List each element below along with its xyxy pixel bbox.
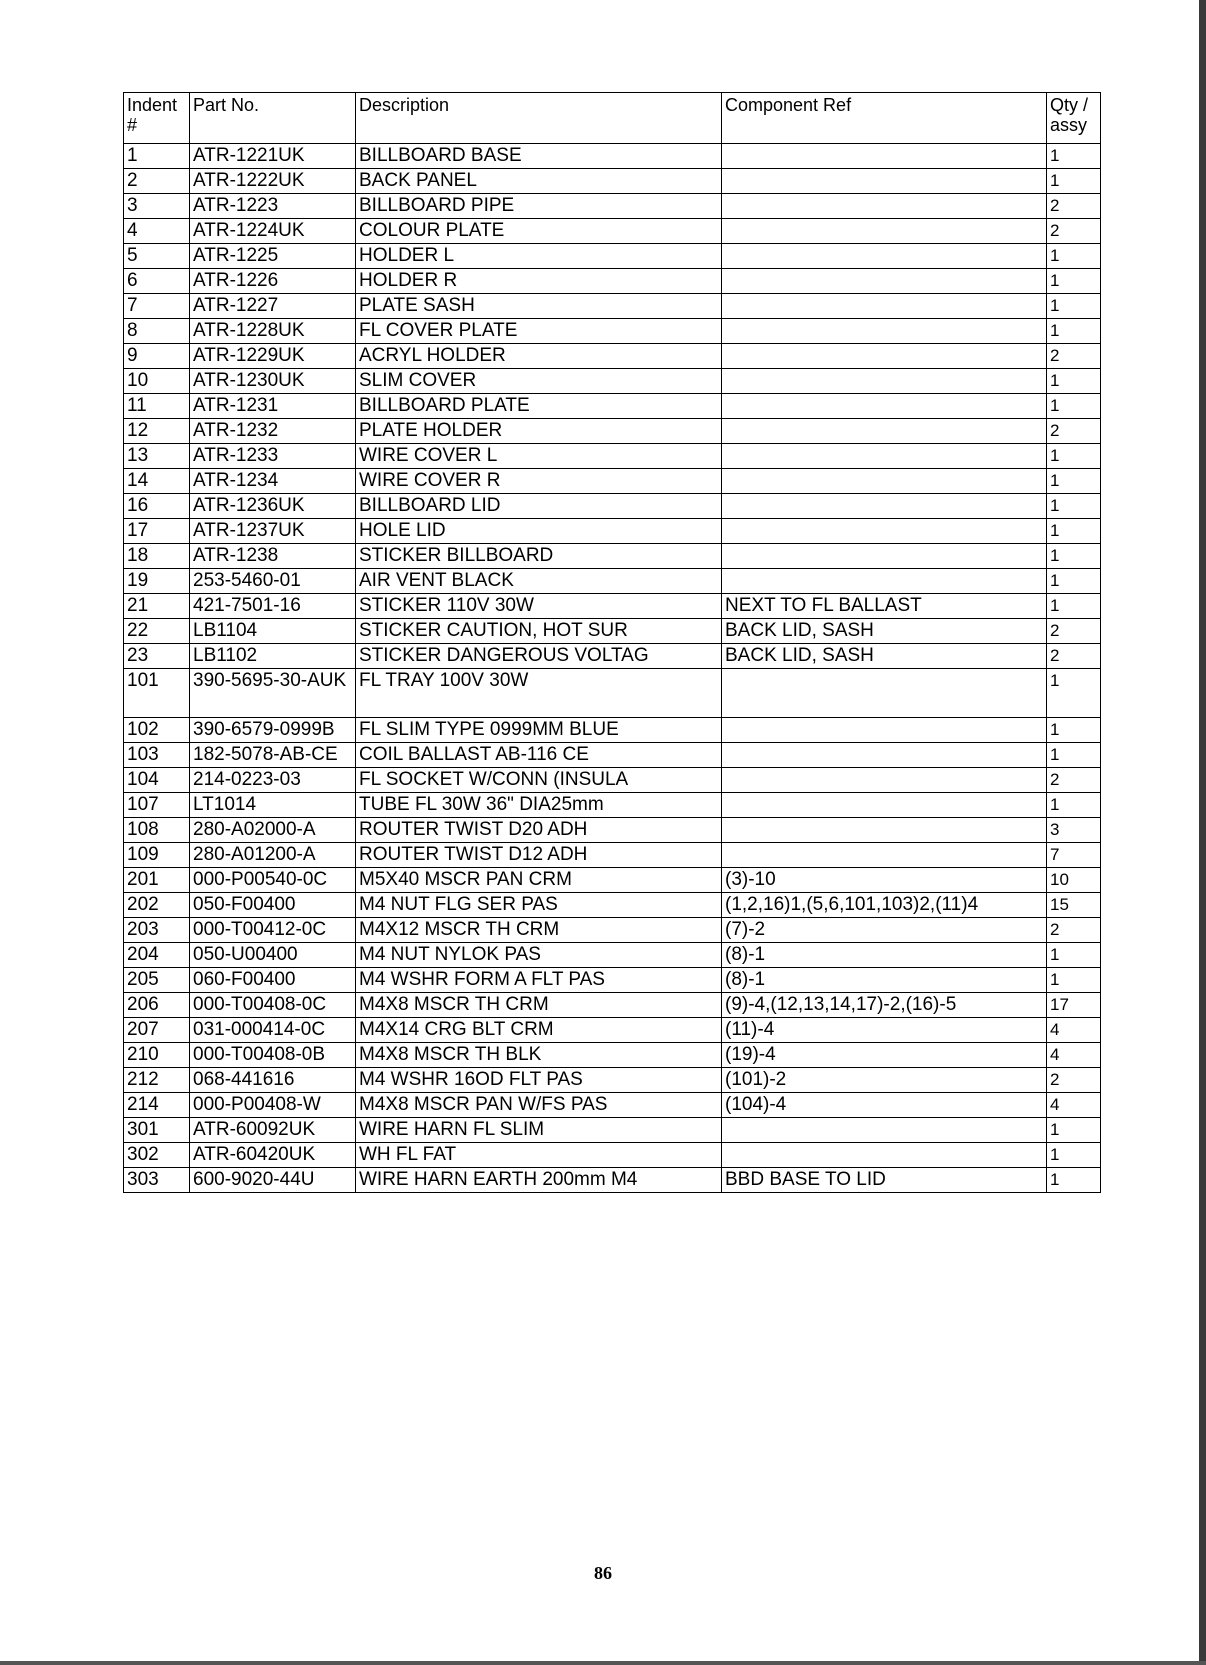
cell-indent: 210 — [124, 1043, 190, 1068]
cell-component-ref: (8)-1 — [722, 968, 1047, 993]
cell-description: TUBE FL 30W 36" DIA25mm — [356, 793, 722, 818]
header-part-no: Part No. — [190, 93, 356, 144]
table-row — [124, 194, 1101, 219]
cell-part-no: ATR-1229UK — [190, 344, 356, 369]
cell-component-ref — [722, 793, 1047, 818]
table-row — [124, 843, 1101, 868]
cell-description: WIRE COVER L — [356, 444, 722, 469]
cell-component-ref — [722, 194, 1047, 219]
cell-qty: 1 — [1047, 394, 1101, 419]
cell-part-no: 050-U00400 — [190, 943, 356, 968]
cell-indent: 214 — [124, 1093, 190, 1118]
cell-component-ref — [722, 319, 1047, 344]
cell-component-ref — [722, 519, 1047, 544]
cell-description: M5X40 MSCR PAN CRM — [356, 868, 722, 893]
table-row — [124, 419, 1101, 444]
cell-description: WH FL FAT — [356, 1143, 722, 1168]
cell-component-ref — [722, 269, 1047, 294]
cell-indent: 201 — [124, 868, 190, 893]
cell-description: HOLDER R — [356, 269, 722, 294]
cell-description: WIRE COVER R — [356, 469, 722, 494]
table-row — [124, 469, 1101, 494]
cell-component-ref — [722, 743, 1047, 768]
table-row — [124, 169, 1101, 194]
cell-qty: 2 — [1047, 1068, 1101, 1093]
page-number: 86 — [594, 1563, 612, 1583]
table-row — [124, 718, 1101, 743]
cell-qty: 1 — [1047, 544, 1101, 569]
cell-qty: 17 — [1047, 993, 1101, 1018]
table-row — [124, 519, 1101, 544]
cell-indent: 2 — [124, 169, 190, 194]
cell-indent: 4 — [124, 219, 190, 244]
table-row — [124, 569, 1101, 594]
cell-qty: 10 — [1047, 868, 1101, 893]
cell-qty: 4 — [1047, 1018, 1101, 1043]
cell-component-ref: (8)-1 — [722, 943, 1047, 968]
cell-description: FL TRAY 100V 30W — [356, 669, 722, 718]
cell-component-ref: (1,2,16)1,(5,6,101,103)2,(11)4 — [722, 893, 1047, 918]
table-row — [124, 594, 1101, 619]
table-row — [124, 1093, 1101, 1118]
cell-description: AIR VENT BLACK — [356, 569, 722, 594]
table-row — [124, 244, 1101, 269]
header-indent: Indent # — [124, 93, 190, 144]
cell-component-ref: BACK LID, SASH — [722, 619, 1047, 644]
cell-part-no: 000-P00540-0C — [190, 868, 356, 893]
cell-qty: 1 — [1047, 669, 1101, 718]
cell-indent: 22 — [124, 619, 190, 644]
cell-qty: 1 — [1047, 793, 1101, 818]
cell-component-ref: NEXT TO FL BALLAST — [722, 594, 1047, 619]
cell-part-no: 214-0223-03 — [190, 768, 356, 793]
cell-component-ref — [722, 169, 1047, 194]
cell-component-ref — [722, 369, 1047, 394]
cell-component-ref — [722, 294, 1047, 319]
cell-indent: 207 — [124, 1018, 190, 1043]
cell-component-ref — [722, 344, 1047, 369]
cell-qty: 1 — [1047, 369, 1101, 394]
cell-part-no: 060-F00400 — [190, 968, 356, 993]
table-row — [124, 319, 1101, 344]
cell-description: M4X8 MSCR TH CRM — [356, 993, 722, 1018]
cell-description: STICKER DANGEROUS VOLTAG — [356, 644, 722, 669]
cell-part-no: ATR-60420UK — [190, 1143, 356, 1168]
cell-indent: 206 — [124, 993, 190, 1018]
cell-part-no: 390-5695-30-AUK — [190, 669, 356, 718]
cell-component-ref — [722, 843, 1047, 868]
table-row — [124, 968, 1101, 993]
cell-qty: 1 — [1047, 294, 1101, 319]
cell-qty: 2 — [1047, 194, 1101, 219]
cell-description: M4 NUT NYLOK PAS — [356, 943, 722, 968]
cell-qty: 4 — [1047, 1043, 1101, 1068]
cell-component-ref — [722, 394, 1047, 419]
cell-qty: 1 — [1047, 1143, 1101, 1168]
cell-indent: 18 — [124, 544, 190, 569]
cell-part-no: 000-T00408-0B — [190, 1043, 356, 1068]
cell-description: FL SLIM TYPE 0999MM BLUE — [356, 718, 722, 743]
table-row — [124, 669, 1101, 718]
cell-indent: 212 — [124, 1068, 190, 1093]
table-row — [124, 993, 1101, 1018]
cell-component-ref: (7)-2 — [722, 918, 1047, 943]
table-row — [124, 743, 1101, 768]
cell-component-ref — [722, 544, 1047, 569]
cell-component-ref: (11)-4 — [722, 1018, 1047, 1043]
table-row — [124, 1043, 1101, 1068]
table-row — [124, 644, 1101, 669]
cell-description: BILLBOARD BASE — [356, 144, 722, 169]
scan-edge-bottom — [0, 1661, 1206, 1665]
cell-description: M4 WSHR FORM A FLT PAS — [356, 968, 722, 993]
cell-qty: 1 — [1047, 319, 1101, 344]
cell-component-ref — [722, 244, 1047, 269]
cell-part-no: LB1104 — [190, 619, 356, 644]
cell-description: M4 NUT FLG SER PAS — [356, 893, 722, 918]
table-row — [124, 893, 1101, 918]
cell-description: PLATE HOLDER — [356, 419, 722, 444]
cell-indent: 205 — [124, 968, 190, 993]
cell-indent: 1 — [124, 144, 190, 169]
cell-component-ref: BBD BASE TO LID — [722, 1168, 1047, 1193]
cell-description: M4X14 CRG BLT CRM — [356, 1018, 722, 1043]
cell-indent: 21 — [124, 594, 190, 619]
cell-part-no: 000-T00408-0C — [190, 993, 356, 1018]
cell-description: M4 WSHR 16OD FLT PAS — [356, 1068, 722, 1093]
cell-qty: 1 — [1047, 1168, 1101, 1193]
table-body — [124, 144, 1101, 1193]
cell-indent: 109 — [124, 843, 190, 868]
cell-part-no: 390-6579-0999B — [190, 718, 356, 743]
cell-indent: 13 — [124, 444, 190, 469]
cell-description: COLOUR PLATE — [356, 219, 722, 244]
cell-description: HOLDER L — [356, 244, 722, 269]
cell-qty: 1 — [1047, 494, 1101, 519]
cell-part-no: 280-A02000-A — [190, 818, 356, 843]
cell-description: WIRE HARN EARTH 200mm M4 — [356, 1168, 722, 1193]
cell-qty: 1 — [1047, 469, 1101, 494]
cell-indent: 102 — [124, 718, 190, 743]
cell-component-ref — [722, 818, 1047, 843]
cell-indent: 8 — [124, 319, 190, 344]
table-row — [124, 1068, 1101, 1093]
cell-indent: 303 — [124, 1168, 190, 1193]
cell-component-ref: (9)-4,(12,13,14,17)-2,(16)-5 — [722, 993, 1047, 1018]
table-row — [124, 344, 1101, 369]
cell-part-no: ATR-1228UK — [190, 319, 356, 344]
table-row — [124, 943, 1101, 968]
cell-indent: 6 — [124, 269, 190, 294]
cell-description: BACK PANEL — [356, 169, 722, 194]
cell-component-ref: BACK LID, SASH — [722, 644, 1047, 669]
cell-part-no: ATR-1223 — [190, 194, 356, 219]
cell-part-no: 421-7501-16 — [190, 594, 356, 619]
cell-component-ref — [722, 494, 1047, 519]
cell-qty: 1 — [1047, 169, 1101, 194]
cell-part-no: ATR-1231 — [190, 394, 356, 419]
cell-indent: 3 — [124, 194, 190, 219]
cell-description: ACRYL HOLDER — [356, 344, 722, 369]
cell-part-no: ATR-1225 — [190, 244, 356, 269]
scan-edge-right — [1199, 0, 1206, 1665]
cell-description: FL COVER PLATE — [356, 319, 722, 344]
cell-indent: 107 — [124, 793, 190, 818]
header-qty: Qty /assy — [1047, 93, 1101, 144]
table-row — [124, 793, 1101, 818]
cell-indent: 103 — [124, 743, 190, 768]
cell-indent: 12 — [124, 419, 190, 444]
table-row — [124, 394, 1101, 419]
cell-qty: 1 — [1047, 244, 1101, 269]
cell-qty: 2 — [1047, 219, 1101, 244]
table-header-row — [124, 93, 1101, 144]
cell-qty: 2 — [1047, 918, 1101, 943]
cell-qty: 1 — [1047, 1118, 1101, 1143]
cell-indent: 16 — [124, 494, 190, 519]
cell-component-ref: (104)-4 — [722, 1093, 1047, 1118]
table-row — [124, 294, 1101, 319]
cell-part-no: 000-P00408-W — [190, 1093, 356, 1118]
cell-description: SLIM COVER — [356, 369, 722, 394]
cell-description: ROUTER TWIST D20 ADH — [356, 818, 722, 843]
cell-description: BILLBOARD LID — [356, 494, 722, 519]
cell-indent: 23 — [124, 644, 190, 669]
cell-qty: 1 — [1047, 743, 1101, 768]
cell-indent: 14 — [124, 469, 190, 494]
cell-indent: 302 — [124, 1143, 190, 1168]
table-row — [124, 369, 1101, 394]
cell-component-ref — [722, 768, 1047, 793]
cell-indent: 203 — [124, 918, 190, 943]
table-row — [124, 868, 1101, 893]
cell-part-no: LB1102 — [190, 644, 356, 669]
table-row — [124, 619, 1101, 644]
cell-qty: 2 — [1047, 419, 1101, 444]
cell-description: STICKER BILLBOARD — [356, 544, 722, 569]
cell-part-no: ATR-1227 — [190, 294, 356, 319]
cell-description: M4X8 MSCR PAN W/FS PAS — [356, 1093, 722, 1118]
table-row — [124, 144, 1101, 169]
table-row — [124, 444, 1101, 469]
cell-part-no: ATR-1221UK — [190, 144, 356, 169]
cell-indent: 301 — [124, 1118, 190, 1143]
table-row — [124, 269, 1101, 294]
cell-part-no: ATR-60092UK — [190, 1118, 356, 1143]
cell-component-ref — [722, 144, 1047, 169]
cell-part-no: LT1014 — [190, 793, 356, 818]
cell-part-no: 050-F00400 — [190, 893, 356, 918]
cell-qty: 1 — [1047, 594, 1101, 619]
cell-description: M4X8 MSCR TH BLK — [356, 1043, 722, 1068]
cell-qty: 3 — [1047, 818, 1101, 843]
cell-qty: 1 — [1047, 444, 1101, 469]
table-row — [124, 1018, 1101, 1043]
cell-component-ref: (19)-4 — [722, 1043, 1047, 1068]
cell-qty: 1 — [1047, 144, 1101, 169]
cell-component-ref — [722, 469, 1047, 494]
parts-list-table — [123, 92, 1101, 1193]
cell-qty: 2 — [1047, 644, 1101, 669]
cell-description: BILLBOARD PIPE — [356, 194, 722, 219]
cell-description: ROUTER TWIST D12 ADH — [356, 843, 722, 868]
cell-part-no: ATR-1226 — [190, 269, 356, 294]
table-row — [124, 918, 1101, 943]
cell-indent: 7 — [124, 294, 190, 319]
cell-component-ref — [722, 569, 1047, 594]
cell-indent: 11 — [124, 394, 190, 419]
table-row — [124, 544, 1101, 569]
cell-qty: 1 — [1047, 718, 1101, 743]
table-row — [124, 1118, 1101, 1143]
table-row — [124, 219, 1101, 244]
header-component-ref: Component Ref — [722, 93, 1047, 144]
cell-description: HOLE LID — [356, 519, 722, 544]
cell-indent: 104 — [124, 768, 190, 793]
cell-component-ref — [722, 1118, 1047, 1143]
cell-indent: 17 — [124, 519, 190, 544]
cell-part-no: ATR-1234 — [190, 469, 356, 494]
cell-part-no: ATR-1232 — [190, 419, 356, 444]
cell-indent: 10 — [124, 369, 190, 394]
cell-part-no: ATR-1233 — [190, 444, 356, 469]
cell-indent: 9 — [124, 344, 190, 369]
cell-component-ref — [722, 419, 1047, 444]
cell-part-no: 000-T00412-0C — [190, 918, 356, 943]
cell-description: FL SOCKET W/CONN (INSULA — [356, 768, 722, 793]
table-row — [124, 1168, 1101, 1193]
cell-part-no: 182-5078-AB-CE — [190, 743, 356, 768]
cell-qty: 2 — [1047, 619, 1101, 644]
cell-component-ref — [722, 718, 1047, 743]
cell-part-no: 068-441616 — [190, 1068, 356, 1093]
cell-part-no: 253-5460-01 — [190, 569, 356, 594]
cell-component-ref — [722, 1143, 1047, 1168]
cell-indent: 101 — [124, 669, 190, 718]
cell-part-no: 280-A01200-A — [190, 843, 356, 868]
cell-part-no: 600-9020-44U — [190, 1168, 356, 1193]
cell-description: STICKER 110V 30W — [356, 594, 722, 619]
cell-qty: 15 — [1047, 893, 1101, 918]
cell-part-no: ATR-1238 — [190, 544, 356, 569]
cell-description: BILLBOARD PLATE — [356, 394, 722, 419]
cell-indent: 19 — [124, 569, 190, 594]
table-row — [124, 1143, 1101, 1168]
cell-component-ref: (101)-2 — [722, 1068, 1047, 1093]
cell-part-no: ATR-1222UK — [190, 169, 356, 194]
cell-indent: 204 — [124, 943, 190, 968]
cell-qty: 1 — [1047, 269, 1101, 294]
cell-indent: 202 — [124, 893, 190, 918]
cell-description: COIL BALLAST AB-116 CE — [356, 743, 722, 768]
cell-description: M4X12 MSCR TH CRM — [356, 918, 722, 943]
cell-part-no: 031-000414-0C — [190, 1018, 356, 1043]
table-row — [124, 818, 1101, 843]
cell-indent: 5 — [124, 244, 190, 269]
cell-qty: 7 — [1047, 843, 1101, 868]
cell-description: PLATE SASH — [356, 294, 722, 319]
cell-part-no: ATR-1237UK — [190, 519, 356, 544]
cell-description: WIRE HARN FL SLIM — [356, 1118, 722, 1143]
cell-component-ref — [722, 669, 1047, 718]
cell-qty: 1 — [1047, 569, 1101, 594]
cell-description: STICKER CAUTION, HOT SUR — [356, 619, 722, 644]
cell-component-ref — [722, 444, 1047, 469]
header-description: Description — [356, 93, 722, 144]
cell-part-no: ATR-1224UK — [190, 219, 356, 244]
cell-qty: 1 — [1047, 943, 1101, 968]
cell-indent: 108 — [124, 818, 190, 843]
cell-qty: 1 — [1047, 968, 1101, 993]
cell-part-no: ATR-1230UK — [190, 369, 356, 394]
cell-qty: 1 — [1047, 519, 1101, 544]
cell-component-ref — [722, 219, 1047, 244]
cell-part-no: ATR-1236UK — [190, 494, 356, 519]
table-row — [124, 768, 1101, 793]
table-row — [124, 494, 1101, 519]
cell-component-ref: (3)-10 — [722, 868, 1047, 893]
cell-qty: 2 — [1047, 344, 1101, 369]
cell-qty: 2 — [1047, 768, 1101, 793]
cell-qty: 4 — [1047, 1093, 1101, 1118]
